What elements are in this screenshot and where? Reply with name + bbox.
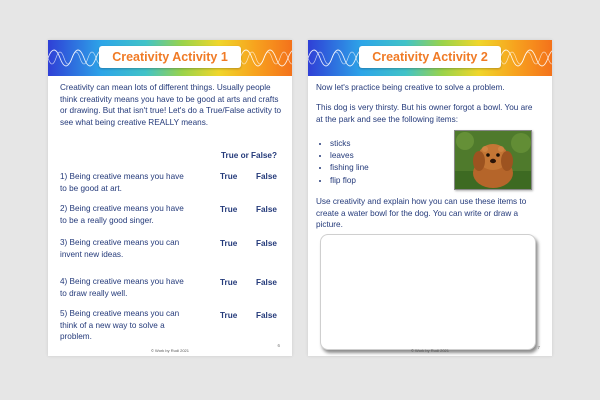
scenario-paragraph: This dog is very thirsty. But his owner forgot a bowl. You are at the park and see the following items: — [316, 103, 533, 124]
rainbow-banner — [308, 40, 552, 76]
copyright-footer: © Work by Rudi 2021 — [150, 348, 189, 353]
q2-true-option[interactable]: True — [220, 205, 238, 214]
question-3: 3) Being creative means you can invent new ideas. — [60, 238, 180, 259]
page-number: 7 — [537, 345, 540, 350]
worksheet-page-2 — [308, 40, 552, 356]
intro-paragraph: Creativity can mean lots of different things. Usually people think creativity means you have to be good at arts and crafts or drawing. But that isn't true! Let's do a True/False activity to see what being creative REALLY means. — [60, 83, 282, 127]
list-item: • leaves — [330, 150, 369, 162]
dog-photo — [454, 130, 532, 190]
q1-true-option[interactable]: True — [220, 172, 238, 181]
true-false-header: True or False? — [221, 151, 277, 160]
question-5: 5) Being creative means you can think of a new way to solve a problem. — [60, 309, 180, 342]
page-title: Creativity Activity 1 — [99, 46, 241, 68]
q4-false-option[interactable]: False — [256, 278, 277, 287]
q3-false-option[interactable]: False — [256, 239, 277, 248]
list-item: • sticks — [330, 138, 369, 150]
question-1: 1) Being creative means you have to be good at art. — [60, 172, 184, 193]
copyright-footer: © Work by Rudi 2021 — [410, 348, 449, 353]
q3-true-option[interactable]: True — [220, 239, 238, 248]
q5-true-option[interactable]: True — [220, 311, 238, 320]
question-2: 2) Being creative means you have to be a really good singer. — [60, 204, 184, 225]
question-4: 4) Being creative means you have to draw really well. — [60, 277, 184, 298]
worksheet-page-1 — [48, 40, 292, 356]
q1-false-option[interactable]: False — [256, 172, 277, 181]
list-item: • flip flop — [330, 175, 369, 187]
q4-true-option[interactable]: True — [220, 278, 238, 287]
instruction-paragraph: Use creativity and explain how you can use these items to create a water bowl for the dog. You can write or draw a picture. — [316, 197, 527, 230]
intro-line: Now let's practice being creative to solve a problem. — [316, 83, 505, 92]
rainbow-banner — [48, 40, 292, 76]
items-list — [314, 138, 369, 187]
page-number: 6 — [277, 343, 280, 348]
answer-drawing-box[interactable] — [320, 234, 536, 350]
q5-false-option[interactable]: False — [256, 311, 277, 320]
page-title: Creativity Activity 2 — [359, 46, 501, 68]
list-item: • fishing line — [330, 162, 369, 174]
q2-false-option[interactable]: False — [256, 205, 277, 214]
